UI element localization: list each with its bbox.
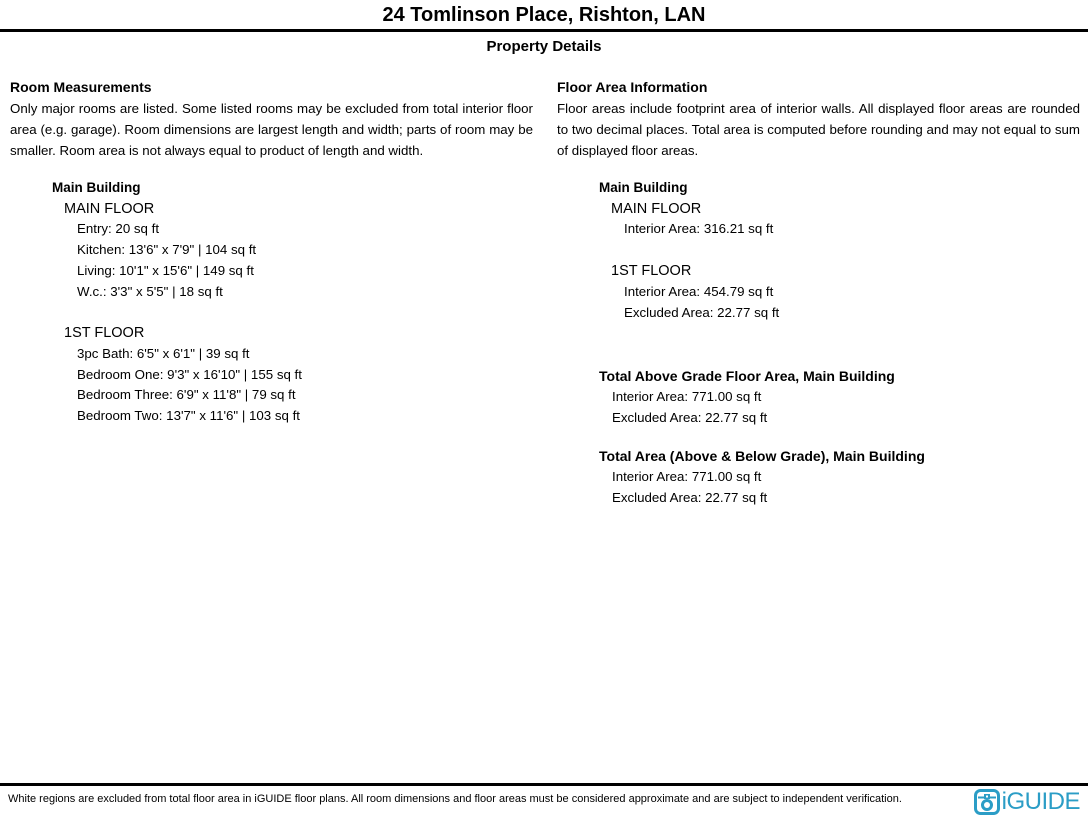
building-name: Main Building: [52, 180, 141, 195]
total-heading: Total Above Grade Floor Area, Main Building: [599, 368, 895, 385]
area-line: Interior Area: 454.79 sq ft: [624, 283, 774, 299]
total-list: [612, 467, 1080, 508]
room-line: Entry: 20 sq ft: [77, 221, 160, 237]
iguide-logo: [974, 789, 1080, 815]
header-divider: [0, 29, 1088, 32]
floor-area-building: [599, 178, 1080, 323]
room-measurements-section: [0, 77, 547, 508]
floor-block-1st-floor: [64, 323, 533, 427]
area-line: Interior Area: 316.21 sq ft: [624, 221, 774, 237]
room-line: Bedroom Three: 6'9" x 11'8" | 79 sq ft: [77, 387, 296, 403]
room-list: [77, 219, 533, 302]
area-list: [624, 219, 1080, 240]
building-name: Main Building: [599, 180, 688, 195]
iguide-camera-icon: [974, 789, 1000, 815]
room-line: 3pc Bath: 6'5" x 6'1" | 39 sq ft: [77, 345, 250, 361]
page-subtitle: Property Details: [486, 38, 602, 55]
area-block-1st-floor: [611, 261, 1080, 323]
report-footer: [0, 783, 1088, 815]
area-line: Excluded Area: 22.77 sq ft: [612, 489, 768, 505]
report-header: [0, 0, 1088, 57]
property-details-body: [0, 77, 1088, 508]
footer-disclaimer: White regions are excluded from total floor area in iGUIDE floor plans. All room dimensions and floor areas must be considered approximate and are subject to independent verification.: [8, 793, 902, 805]
room-measurements-building: [52, 178, 533, 427]
room-line: Kitchen: 13'6" x 7'9" | 104 sq ft: [77, 242, 257, 258]
area-line: Excluded Area: 22.77 sq ft: [624, 304, 780, 320]
room-list: [77, 344, 533, 427]
area-line: Interior Area: 771.00 sq ft: [612, 469, 762, 485]
floor-name: MAIN FLOOR: [64, 200, 155, 217]
room-line: Living: 10'1" x 15'6" | 149 sq ft: [77, 262, 254, 278]
area-block-main-floor: [611, 199, 1080, 240]
floor-area-description: Floor areas include footprint area of interior walls. All displayed floor areas are rounded to two decimal places. Total area is computed before rounding and may not equal to sum of displayed floor areas.: [557, 101, 1080, 158]
floor-name: 1ST FLOOR: [64, 325, 145, 342]
room-line: Bedroom One: 9'3" x 16'10" | 155 sq ft: [77, 366, 302, 382]
room-measurements-heading: Room Measurements: [10, 79, 152, 95]
floor-name: 1ST FLOOR: [611, 263, 692, 280]
area-line: Interior Area: 771.00 sq ft: [612, 388, 762, 404]
total-list: [612, 387, 1080, 428]
total-heading: Total Area (Above & Below Grade), Main Building: [599, 448, 925, 465]
room-measurements-description: Only major rooms are listed. Some listed rooms may be excluded from total interior floor area (e.g. garage). Room dimensions are largest length and width; parts of room may be smaller. Room area is not always equal to product of length and width.: [10, 101, 533, 158]
area-list: [624, 282, 1080, 323]
room-line: W.c.: 3'3" x 5'5" | 18 sq ft: [77, 283, 223, 299]
area-line: Excluded Area: 22.77 sq ft: [612, 409, 768, 425]
total-area-block: [599, 446, 1080, 508]
floor-area-heading: Floor Area Information: [557, 79, 708, 95]
total-above-grade-block: [599, 366, 1080, 428]
floor-area-section: [547, 77, 1088, 508]
floor-name: MAIN FLOOR: [611, 200, 702, 217]
room-line: Bedroom Two: 13'7" x 11'6" | 103 sq ft: [77, 408, 300, 424]
iguide-logo-text: iGUIDE: [1001, 788, 1080, 815]
floor-block-main-floor: [64, 199, 533, 303]
page-title: 24 Tomlinson Place, Rishton, LAN: [382, 4, 706, 26]
